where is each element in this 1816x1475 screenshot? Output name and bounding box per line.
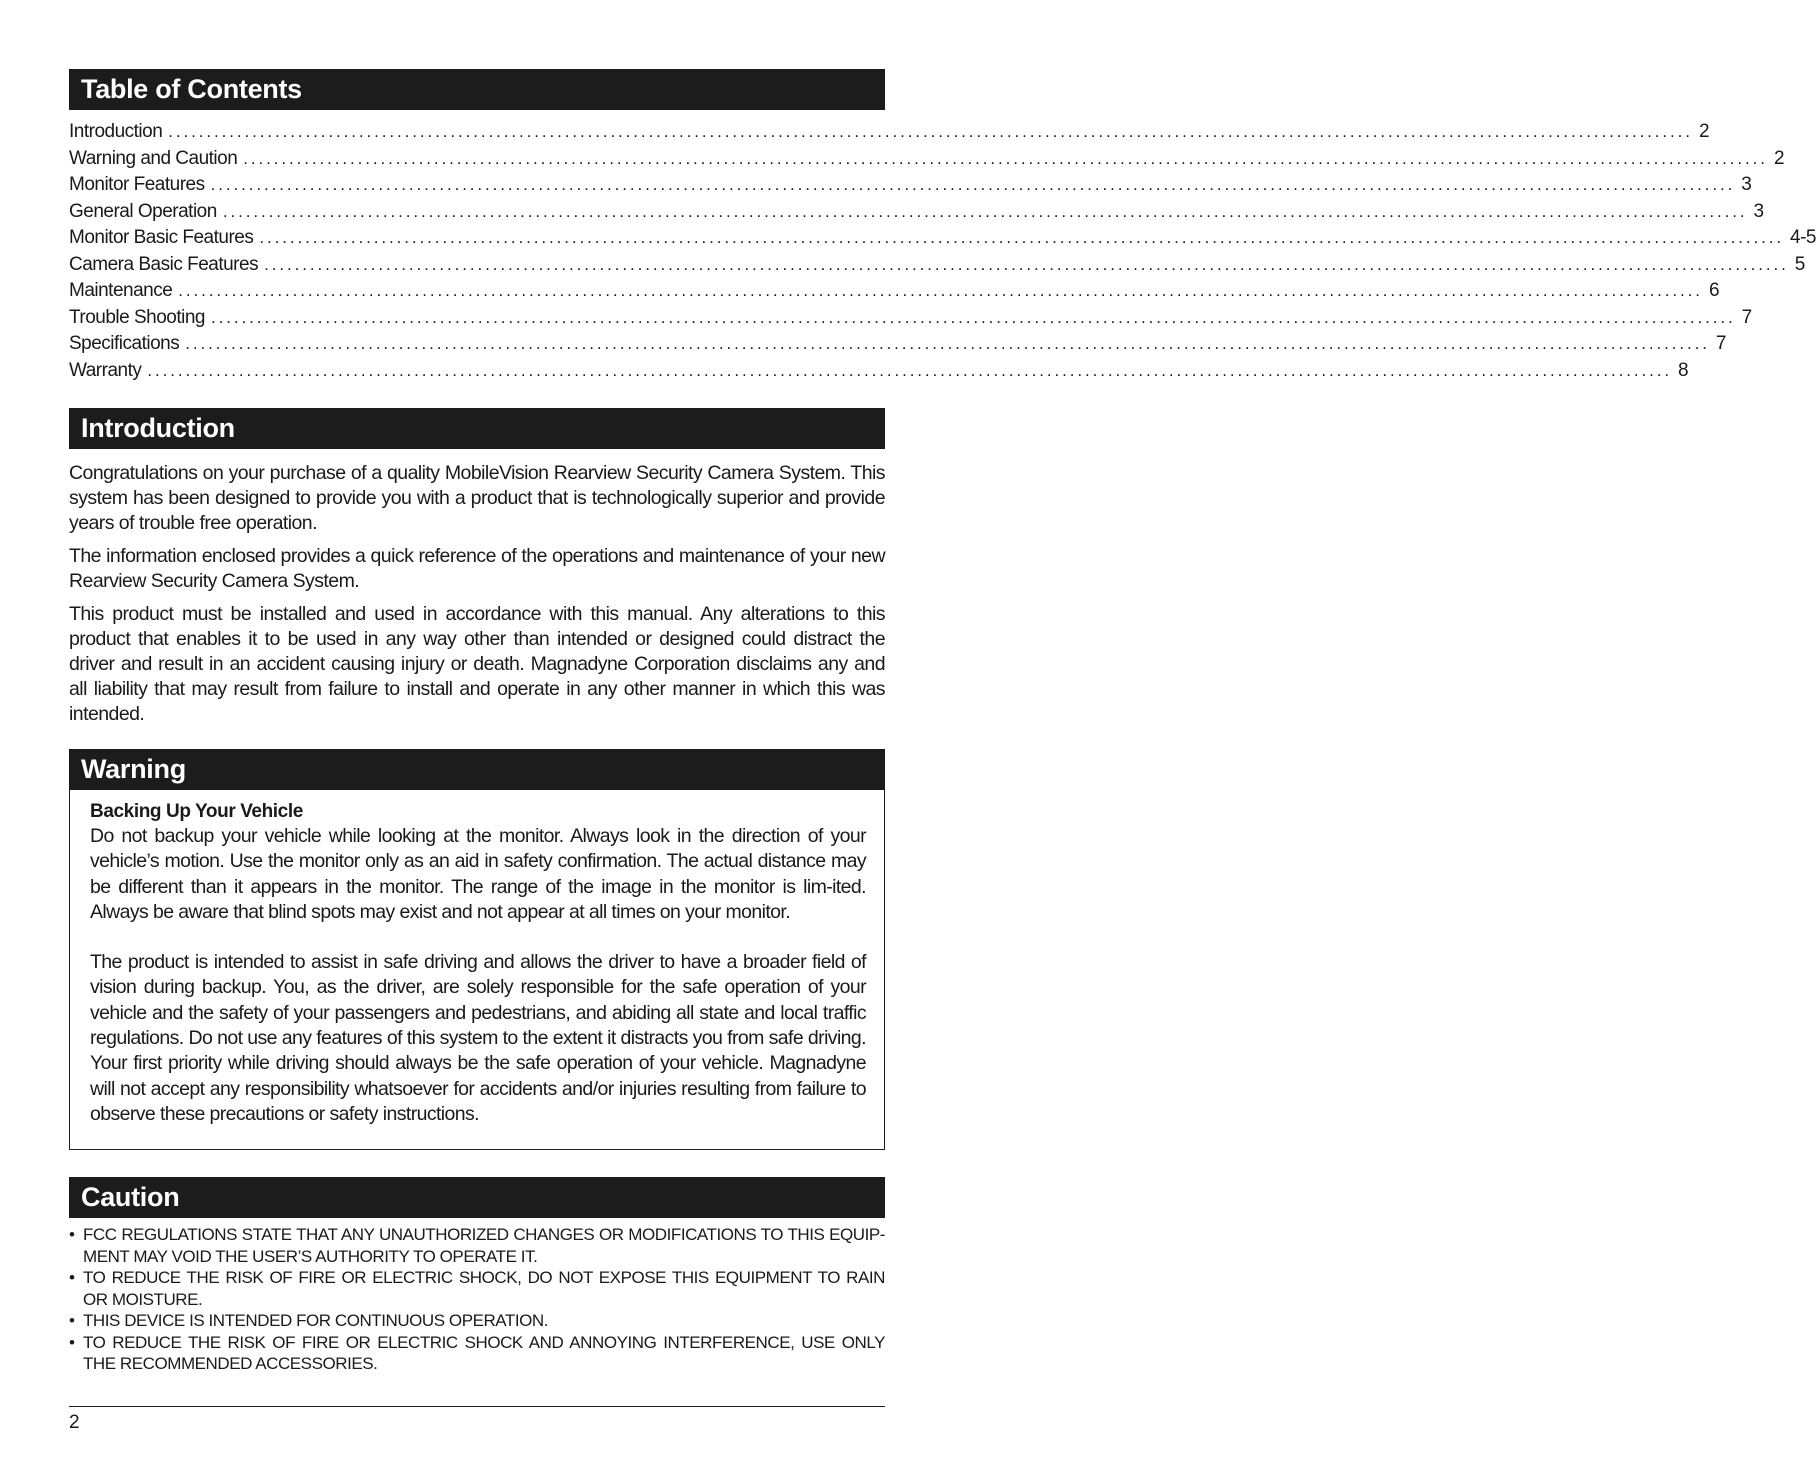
toc-entry-label: Monitor Features: [69, 174, 205, 195]
toc-leader-dots: ........................................................................................................................................................................................................: [168, 122, 1693, 141]
introduction-body: [69, 461, 885, 735]
caution-item: [69, 1224, 885, 1267]
bullet-icon: •: [69, 1332, 75, 1352]
toc-entry: [69, 280, 1720, 307]
caution-item-text: TO REDUCE THE RISK OF FIRE OR ELECTRIC SHOCK, DO NOT EXPOSE THIS EQUIPMENT TO RAIN OR MOISTURE.: [83, 1268, 885, 1309]
warning-paragraph: Do not backup your vehicle while looking at the monitor. Always look in the direction of your vehicle’s motion. Use the monitor only as an aid in safety confirmation. The actual distance may be different than it appears in the monitor. The range of the image in the monitor is lim-ited. Always be aware that blind spots may exist and not appear at all times on your monitor.: [90, 825, 866, 923]
toc-leader-dots: ........................................................................................................................................................................................................: [185, 334, 1710, 353]
warning-subtitle: Backing Up Your Vehicle: [90, 801, 303, 822]
caution-item-text: TO REDUCE THE RISK OF FIRE OR ELECTRIC SHOCK AND ANNOYING INTERFERENCE, USE ONLY THE RECOMMENDED ACCESSORIES.: [83, 1332, 885, 1373]
toc-heading: Table of Contents: [69, 69, 885, 110]
toc-entry: [69, 253, 1805, 281]
caution-heading: Caution: [69, 1177, 885, 1218]
introduction-paragraph: This product must be installed and used in accordance with this manual. Any alterations to this product that enables it to be used in any way other than intended or designed could distract the driver and result in an accident causing injury or death. Magnadyne Corporation disclaims any and all liability that may result from failure to install and operate in any other manner in which this was intended.: [69, 603, 885, 725]
toc-leader-dots: ........................................................................................................................................................................................................: [147, 360, 1673, 380]
toc-entry: [69, 200, 1764, 228]
toc-list: [69, 121, 1816, 386]
caution-item: [69, 1332, 885, 1375]
bullet-icon: •: [69, 1225, 75, 1244]
toc-leader-dots: ........................................................................................................................................................................................................: [243, 148, 1768, 168]
toc-entry-page: 7: [1715, 333, 1726, 354]
toc-entry-page: 2: [1773, 147, 1785, 169]
bullet-icon: •: [69, 1268, 75, 1287]
introduction-paragraph: Congratulations on your purchase of a quality MobileVision Rearview Security Camera System. This system has been designed to provide you with a product that is technologically superior and provide years of trouble free operation.: [69, 462, 885, 534]
toc-entry: [69, 359, 1689, 387]
caution-list: [69, 1224, 885, 1375]
toc-entry-page: 3: [1753, 200, 1764, 222]
toc-entry-label: Warning and Caution: [69, 147, 238, 169]
warning-heading: Warning: [69, 749, 885, 790]
page-number: 2: [69, 1412, 80, 1433]
toc-entry-label: Introduction: [69, 121, 163, 142]
toc-entry-label: General Operation: [69, 200, 217, 222]
toc-leader-dots: ........................................................................................................................................................................................................: [178, 281, 1703, 300]
toc-entry: [69, 147, 1785, 175]
toc-entry-page: 5: [1794, 253, 1805, 275]
caution-item: [69, 1310, 885, 1332]
toc-entry: [69, 174, 1752, 201]
toc-entry-page: 2: [1698, 121, 1710, 142]
toc-entry-label: Warranty: [69, 359, 142, 381]
toc-leader-dots: ........................................................................................................................................................................................................: [210, 175, 1736, 194]
caution-item-text: THIS DEVICE IS INTENDED FOR CONTINUOUS OPERATION.: [83, 1311, 549, 1330]
toc-entry-label: Maintenance: [69, 280, 173, 301]
toc-leader-dots: ........................................................................................................................................................................................................: [211, 307, 1736, 327]
caution-item-text: FCC REGULATIONS STATE THAT ANY UNAUTHORIZED CHANGES OR MODIFICATIONS TO THIS EQUIP-MENT MAY VOID THE USER’S AUTHORITY TO OPERATE IT.: [83, 1225, 885, 1266]
warning-box: [69, 790, 885, 1150]
toc-leader-dots: ........................................................................................................................................................................................................: [264, 254, 1789, 274]
toc-entry-label: Trouble Shooting: [69, 306, 206, 328]
toc-entry-label: Monitor Basic Features: [69, 227, 254, 248]
toc-leader-dots: ........................................................................................................................................................................................................: [259, 228, 1784, 247]
bullet-icon: •: [69, 1311, 75, 1330]
toc-entry: [69, 306, 1752, 334]
toc-entry-label: Specifications: [69, 333, 180, 354]
toc-entry: [69, 227, 1816, 254]
warning-body: [90, 799, 866, 1127]
toc-entry: [69, 121, 1710, 148]
warning-paragraph: The product is intended to assist in safe driving and allows the driver to have a broader field of vision during backup. You, as the driver, are solely responsible for the safe operation of your vehicle and the safety of your passengers and pedestrians, and abiding all state and local traffic regulations. Do not use any features of this system to the extent it distracts you from safe driving. Your first priority while driving should always be the safe operation of your vehicle. Magnadyne will not accept any responsibility whatsoever for accidents and/or injuries resulting from failure to observe these precautions or safety instructions.: [90, 951, 866, 1125]
toc-entry-page: 7: [1741, 306, 1752, 328]
toc-entry-page: 8: [1678, 359, 1689, 381]
footer-divider: [69, 1406, 885, 1407]
toc-entry-page: 3: [1741, 174, 1752, 195]
caution-item: [69, 1267, 885, 1310]
toc-entry-page: 6: [1708, 280, 1720, 301]
toc-entry: [69, 333, 1726, 360]
toc-entry-label: Camera Basic Features: [69, 253, 259, 275]
introduction-paragraph: The information enclosed provides a quick reference of the operations and maintenance of your new Rearview Security Camera System.: [69, 545, 885, 592]
introduction-heading: Introduction: [69, 408, 885, 449]
toc-entry-page: 4-5: [1790, 227, 1816, 248]
toc-leader-dots: ........................................................................................................................................................................................................: [222, 201, 1748, 221]
